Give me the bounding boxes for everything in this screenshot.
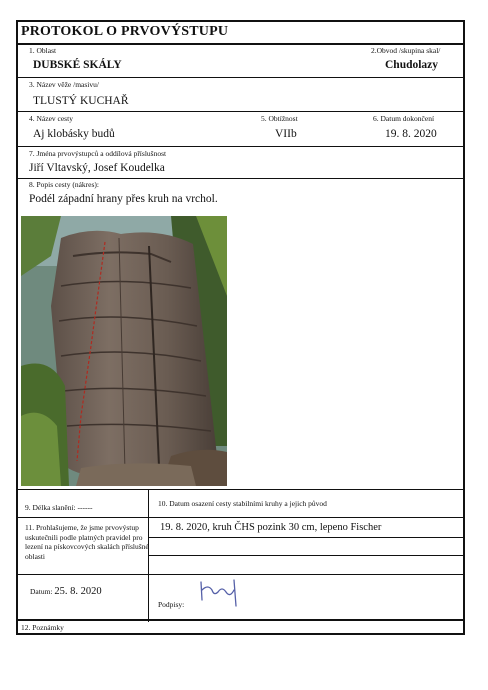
datum-dokonceni-value: 19. 8. 2020 xyxy=(385,128,437,140)
signature xyxy=(196,576,246,608)
divider xyxy=(18,77,463,78)
osazeni-label: 10. Datum osazení cesty stabilními kruhy a jejich původ xyxy=(158,499,327,508)
protocol-form xyxy=(16,20,465,635)
popis-value: Podél západní hrany přes kruh na vrchol. xyxy=(29,193,218,205)
datum-label-row xyxy=(30,586,102,597)
datum-dokonceni-label: 6. Datum dokončení xyxy=(373,114,435,123)
rock-photo-illustration xyxy=(21,216,227,486)
divider xyxy=(18,489,463,490)
cesta-value: Aj klobásky budů xyxy=(33,128,115,140)
divider xyxy=(18,574,463,575)
oblast-label: 1. Oblast xyxy=(29,46,57,55)
divider xyxy=(18,111,463,112)
vez-value: TLUSTÝ KUCHAŘ xyxy=(33,95,129,107)
divider xyxy=(18,43,463,45)
divider xyxy=(148,537,463,538)
divider xyxy=(18,146,463,147)
prvovystupci-label: 7. Jména prvovýstupců a oddílová příslušnost xyxy=(29,149,167,158)
obtiznost-label: 5. Obtížnost xyxy=(261,114,298,123)
prvovystupci-value: Jiří Vltavský, Josef Koudelka xyxy=(29,162,165,174)
prohlaseni-text: 11. Prohlašujeme, že jsme prvovýstup uskutečnili podle platných pravidel pro lezení na pískovcových skalách příslušné oblasti xyxy=(25,523,149,561)
divider xyxy=(148,555,463,556)
osazeni-value: 19. 8. 2020, kruh ČHS pozink 30 cm, lepeno Fischer xyxy=(160,522,382,533)
delka-slaneni-value: ------ xyxy=(77,503,93,512)
delka-slaneni-label-text: 9. Délka slanění: xyxy=(25,503,76,512)
obtiznost-value: VIIb xyxy=(275,128,297,140)
obvod-label: 2.Obvod /skupina skal/ xyxy=(371,46,441,55)
divider xyxy=(18,178,463,179)
popis-label: 8. Popis cesty (nákres): xyxy=(29,180,99,189)
obvod-value: Chudolazy xyxy=(385,59,439,71)
oblast-value: DUBSKÉ SKÁLY xyxy=(33,59,122,71)
datum-label: Datum: xyxy=(30,587,53,596)
delka-slaneni-label xyxy=(25,503,93,512)
vez-label: 3. Název věže /masivu/ xyxy=(29,80,99,89)
poznamky-label: 12. Poznámky xyxy=(21,623,64,632)
divider xyxy=(18,619,463,621)
podpisy-label: Podpisy: xyxy=(158,600,185,609)
cesta-label: 4. Název cesty xyxy=(29,114,73,123)
datum-value: 25. 8. 2020 xyxy=(54,586,102,597)
form-title: PROTOKOL O PRVOVÝSTUPU xyxy=(21,24,229,39)
divider xyxy=(18,517,463,518)
rock-photo xyxy=(21,216,227,486)
